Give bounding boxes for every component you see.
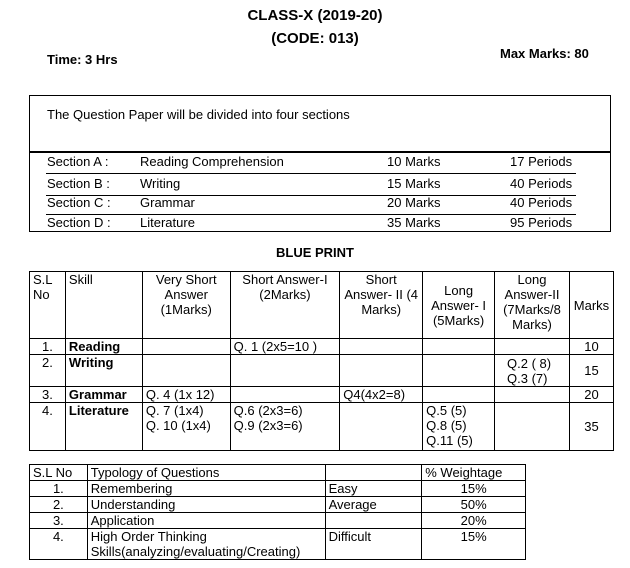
table-cell: Reading — [65, 339, 142, 355]
row-underline — [46, 173, 576, 174]
section-label: Section C : — [47, 195, 111, 210]
table-cell: 2. — [30, 497, 88, 513]
table-cell: 2. — [30, 355, 66, 387]
table-cell: Writing — [65, 355, 142, 387]
table-cell: 3. — [30, 513, 88, 529]
table-cell: High Order Thinking Skills(analyzing/evaluating/Creating) — [87, 529, 325, 560]
column-header: Very Short Answer (1Marks) — [142, 272, 230, 339]
section-marks: 35 Marks — [387, 215, 441, 230]
table-cell: 3. — [30, 387, 66, 403]
column-header: S.L No — [30, 272, 66, 339]
section-row — [30, 215, 610, 234]
column-header — [325, 465, 422, 481]
section-name: Literature — [140, 215, 195, 230]
table-cell — [340, 339, 423, 355]
table-cell: 35 — [569, 403, 613, 451]
table-cell — [423, 339, 495, 355]
table-cell: 1. — [30, 481, 88, 497]
table-cell — [230, 387, 340, 403]
table-cell: Q.6 (2x3=6) Q.9 (2x3=6) — [230, 403, 340, 451]
section-name: Writing — [140, 176, 181, 191]
table-cell: 4. — [30, 403, 66, 451]
table-cell: 15 — [569, 355, 613, 387]
class-title: CLASS-X (2019-20) — [247, 7, 383, 24]
table-cell — [325, 513, 422, 529]
table-cell: Easy — [325, 481, 422, 497]
column-header: % Weightage — [422, 465, 526, 481]
blueprint-table — [29, 271, 614, 451]
table-cell — [495, 387, 570, 403]
table-row — [30, 481, 526, 497]
typology-table — [29, 464, 526, 560]
table-cell — [142, 339, 230, 355]
max-marks-label: Max Marks: 80 — [500, 46, 589, 61]
table-cell — [423, 387, 495, 403]
section-periods: 95 Periods — [510, 215, 573, 230]
section-row — [30, 154, 610, 173]
column-header: Long Answer-II (7Marks/8 Marks) — [495, 272, 570, 339]
sections-intro: The Question Paper will be divided into four sections — [47, 107, 350, 122]
table-cell: Q.5 (5) Q.8 (5) Q.11 (5) — [423, 403, 495, 451]
table-cell: Understanding — [87, 497, 325, 513]
column-header: Short Answer- II (4 Marks) — [340, 272, 423, 339]
column-header: Skill — [65, 272, 142, 339]
table-cell: Grammar — [65, 387, 142, 403]
table-header-row — [30, 465, 526, 481]
section-label: Section B : — [47, 176, 110, 191]
time-label: Time: 3 Hrs — [47, 52, 118, 67]
section-periods: 17 Periods — [510, 154, 573, 169]
column-header: Marks — [569, 272, 613, 339]
table-cell: Average — [325, 497, 422, 513]
table-row — [30, 339, 614, 355]
section-marks: 15 Marks — [387, 176, 441, 191]
column-header: Short Answer-I (2Marks) — [230, 272, 340, 339]
section-label: Section A : — [47, 154, 109, 169]
table-cell — [423, 355, 495, 387]
divider — [30, 151, 610, 153]
table-cell: Q. 7 (1x4) Q. 10 (1x4) — [142, 403, 230, 451]
table-row — [30, 497, 526, 513]
section-marks: 20 Marks — [387, 195, 441, 210]
table-row — [30, 529, 526, 560]
section-periods: 40 Periods — [510, 176, 573, 191]
table-cell: 15% — [422, 481, 526, 497]
blueprint-title: BLUE PRINT — [276, 245, 354, 260]
column-header: S.L No — [30, 465, 88, 481]
table-cell — [340, 403, 423, 451]
section-name: Grammar — [140, 195, 195, 210]
column-header: Long Answer- I (5Marks) — [423, 272, 495, 339]
section-row — [30, 176, 610, 195]
table-cell: Q.2 ( 8) Q.3 (7) — [495, 355, 570, 387]
table-cell: 10 — [569, 339, 613, 355]
column-header: Typology of Questions — [87, 465, 325, 481]
section-marks: 10 Marks — [387, 154, 441, 169]
table-cell: Literature — [65, 403, 142, 451]
table-cell: 4. — [30, 529, 88, 560]
table-cell — [495, 403, 570, 451]
table-cell: Remembering — [87, 481, 325, 497]
table-cell: 20 — [569, 387, 613, 403]
section-name: Reading Comprehension — [140, 154, 284, 169]
table-cell — [495, 339, 570, 355]
table-row — [30, 513, 526, 529]
table-cell — [230, 355, 340, 387]
sections-box — [29, 95, 611, 232]
table-cell: 15% — [422, 529, 526, 560]
table-header-row — [30, 272, 614, 339]
table-cell: Q4(4x2=8) — [340, 387, 423, 403]
table-row — [30, 355, 614, 387]
table-cell: Q. 4 (1x 12) — [142, 387, 230, 403]
table-cell — [142, 355, 230, 387]
table-cell — [340, 355, 423, 387]
table-cell: 1. — [30, 339, 66, 355]
code-title: (CODE: 013) — [271, 30, 359, 47]
table-cell: Application — [87, 513, 325, 529]
section-periods: 40 Periods — [510, 195, 573, 210]
table-cell: 20% — [422, 513, 526, 529]
section-label: Section D : — [47, 215, 111, 230]
table-cell: Difficult — [325, 529, 422, 560]
section-row — [30, 195, 610, 214]
table-row — [30, 403, 614, 451]
table-cell: Q. 1 (2x5=10 ) — [230, 339, 340, 355]
table-row — [30, 387, 614, 403]
table-cell: 50% — [422, 497, 526, 513]
